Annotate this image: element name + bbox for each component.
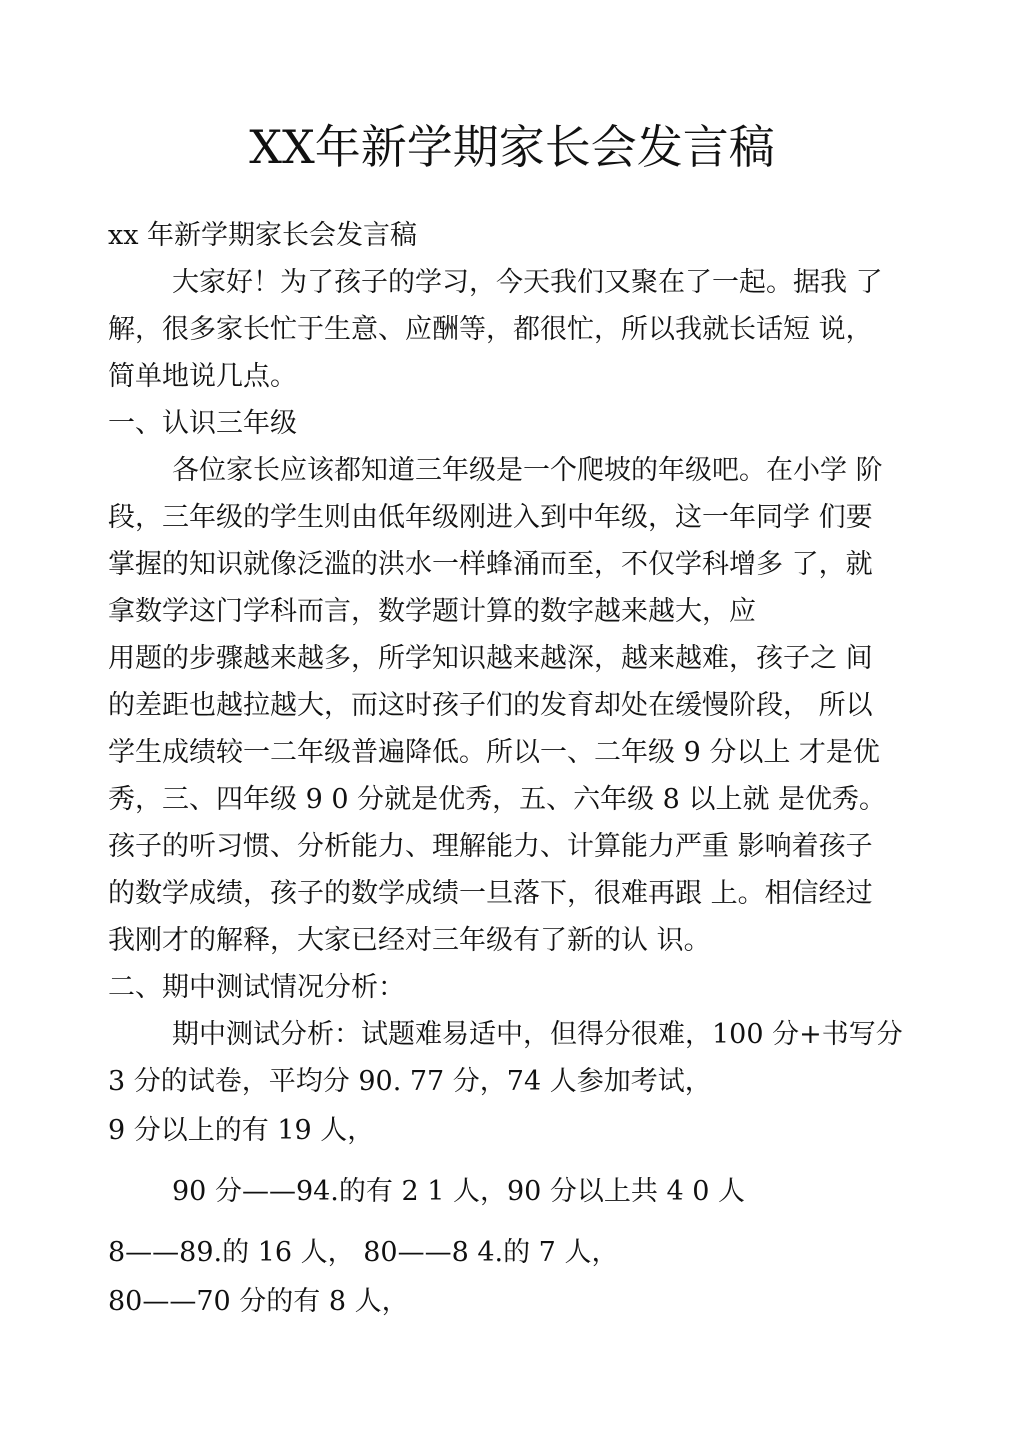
paragraph-line: 段，三年级的学生则由低年级刚进入到中年级，这一年同学 们要 (108, 502, 873, 533)
paragraph-line: 大家好！为了孩子的学习，今天我们又聚在了一起。据我 了 (172, 267, 883, 298)
paragraph-line: 孩子的听习惯、分析能力、理解能力、计算能力严重 影响着孩子 (108, 831, 873, 862)
section-heading: 一、认识三年级 (108, 408, 297, 439)
paragraph-line: 3 分的试卷，平均分 90. 77 分，74 人参加考试， (108, 1066, 712, 1097)
paragraph-line: 拿数学这门学科而言，数学题计算的数字越来越大，应 (108, 596, 756, 627)
paragraph-line: 9 分以上的有 19 人， (108, 1115, 375, 1146)
paragraph-line: 期中测试分析：试题难易适中，但得分很难，100 分+书写分 (172, 1019, 903, 1050)
section-heading: 二、期中测试情况分析： (108, 972, 405, 1003)
paragraph-line: 8——89.的 16 人， 80——8 4.的 7 人， (108, 1237, 619, 1268)
subtitle-line: xx 年新学期家长会发言稿 (108, 220, 418, 251)
paragraph-line: 80——70 分的有 8 人， (108, 1286, 409, 1317)
document-body (108, 212, 928, 1325)
paragraph-line: 的数学成绩，孩子的数学成绩一旦落下，很难再跟 上。相信经过 (108, 878, 873, 909)
paragraph-line: 各位家长应该都知道三年级是一个爬坡的年级吧。在小学 阶 (172, 455, 883, 486)
paragraph-line: 的差距也越拉越大，而这时孩子们的发育却处在缓慢阶段， 所以 (108, 690, 873, 721)
document-title: XX年新学期家长会发言稿 (249, 120, 775, 174)
paragraph-line: 解，很多家长忙于生意、应酬等，都很忙，所以我就长话短 说， (108, 314, 873, 345)
paragraph-line: 我刚才的解释，大家已经对三年级有了新的认 识。 (108, 925, 711, 956)
paragraph-line: 简单地说几点。 (108, 361, 297, 392)
paragraph-line: 90 分——94.的有 2 1 人，90 分以上共 4 0 人 (172, 1176, 746, 1207)
paragraph-line: 用题的步骤越来越多，所学知识越来越深，越来越难，孩子之 间 (108, 643, 873, 674)
paragraph-line: 学生成绩较一二年级普遍降低。所以一、二年级 9 分以上 才是优 (108, 737, 880, 768)
paragraph-line: 秀，三、四年级 9 0 分就是优秀，五、六年级 8 以上就 是优秀。 (108, 784, 887, 815)
paragraph-line: 掌握的知识就像泛滥的洪水一样蜂涌而至，不仅学科增多 了，就 (108, 549, 873, 580)
